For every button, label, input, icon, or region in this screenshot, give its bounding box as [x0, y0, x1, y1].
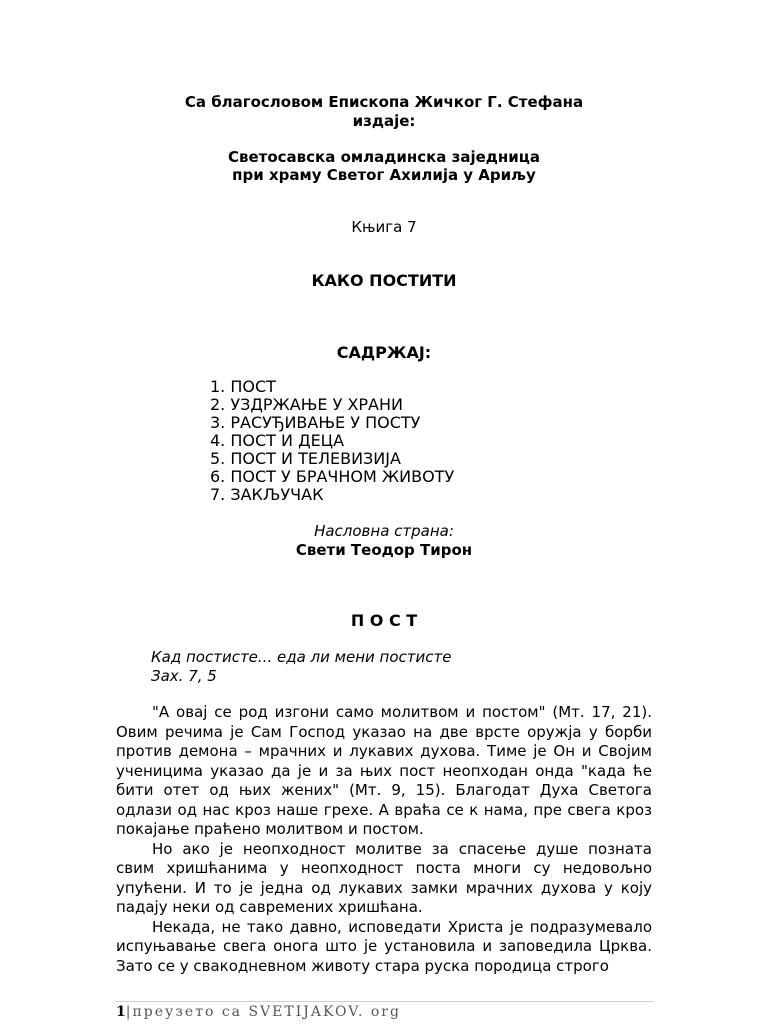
toc-item: 5. ПОСТ И ТЕЛЕВИЗИЈА: [210, 449, 401, 468]
page-number: 1: [116, 1004, 126, 1020]
toc-item: 1. ПОСТ: [210, 377, 276, 396]
body-text: [116, 703, 652, 976]
paragraph: Некада, не тако давно, исповедати Христа је подразумевало испуњавање свега онога што је установила и заповедила Црква. Зато се у свакодневном животу стара руска породица строго: [116, 917, 652, 975]
footer: [116, 1004, 401, 1020]
toc-item: 7. ЗАКЉУЧАК: [210, 485, 324, 504]
cover-label: Насловна страна:: [314, 522, 454, 540]
publisher-name: Светосавска омладинска заједница: [227, 148, 541, 166]
toc-item: 2. УЗДРЖАЊЕ У ХРАНИ: [210, 395, 403, 414]
cover-name: Свети Теодор Тирон: [295, 541, 473, 559]
blessing-line: Са благословом Епископа Жичког Г. Стефана: [184, 93, 584, 111]
paragraph: "А овај се род изгони само молитвом и постом" (Мт. 17, 21). Овим речима је Сам Господ указао на две врсте оружја у борби против демона – мрачних и лукавих духова. Тиме је Он и Својим ученицима указао да је и за њих пост неопходан онда "када ће бити отет од њих жених" (Мт. 9, 15). Благодат Духа Светога одлази од нас кроз наше грехе. А враћа се к нама, пре свега кроз покајање праћено молитвом и постом.: [116, 703, 652, 838]
epigraph-reference: Зах. 7, 5: [151, 667, 217, 685]
epigraph: [151, 648, 451, 686]
book-title: КАКО ПОСТИТИ: [311, 271, 457, 290]
footer-divider: [116, 1001, 654, 1002]
table-of-contents: [210, 378, 454, 504]
toc-heading: САДРЖАЈ:: [336, 343, 432, 362]
toc-item: 3. РАСУЂИВАЊЕ У ПОСТУ: [210, 413, 421, 432]
paragraph: Но ако је неопходност молитве за спасење душе позната свим хришћанима у неопходност поста многи су недовољно упућени. И то је једна од лукавих замки мрачних духова у коју падају неки од савремених хришћана.: [116, 839, 652, 916]
section-title: П О С Т: [350, 611, 418, 630]
epigraph-quote: Кад постисте... еда ли мени постисте: [151, 648, 452, 666]
book-number: Књига 7: [351, 218, 417, 236]
publisher-location: при храму Светог Ахилија у Ариљу: [232, 166, 536, 184]
toc-item: 6. ПОСТ У БРАЧНОМ ЖИВОТУ: [210, 467, 455, 486]
footer-separator: |: [125, 1004, 133, 1020]
toc-item: 4. ПОСТ И ДЕЦА: [210, 431, 345, 450]
publisher-label: издаје:: [352, 112, 416, 130]
footer-source: преузето са SVETIJAKOV. org: [132, 1004, 401, 1020]
